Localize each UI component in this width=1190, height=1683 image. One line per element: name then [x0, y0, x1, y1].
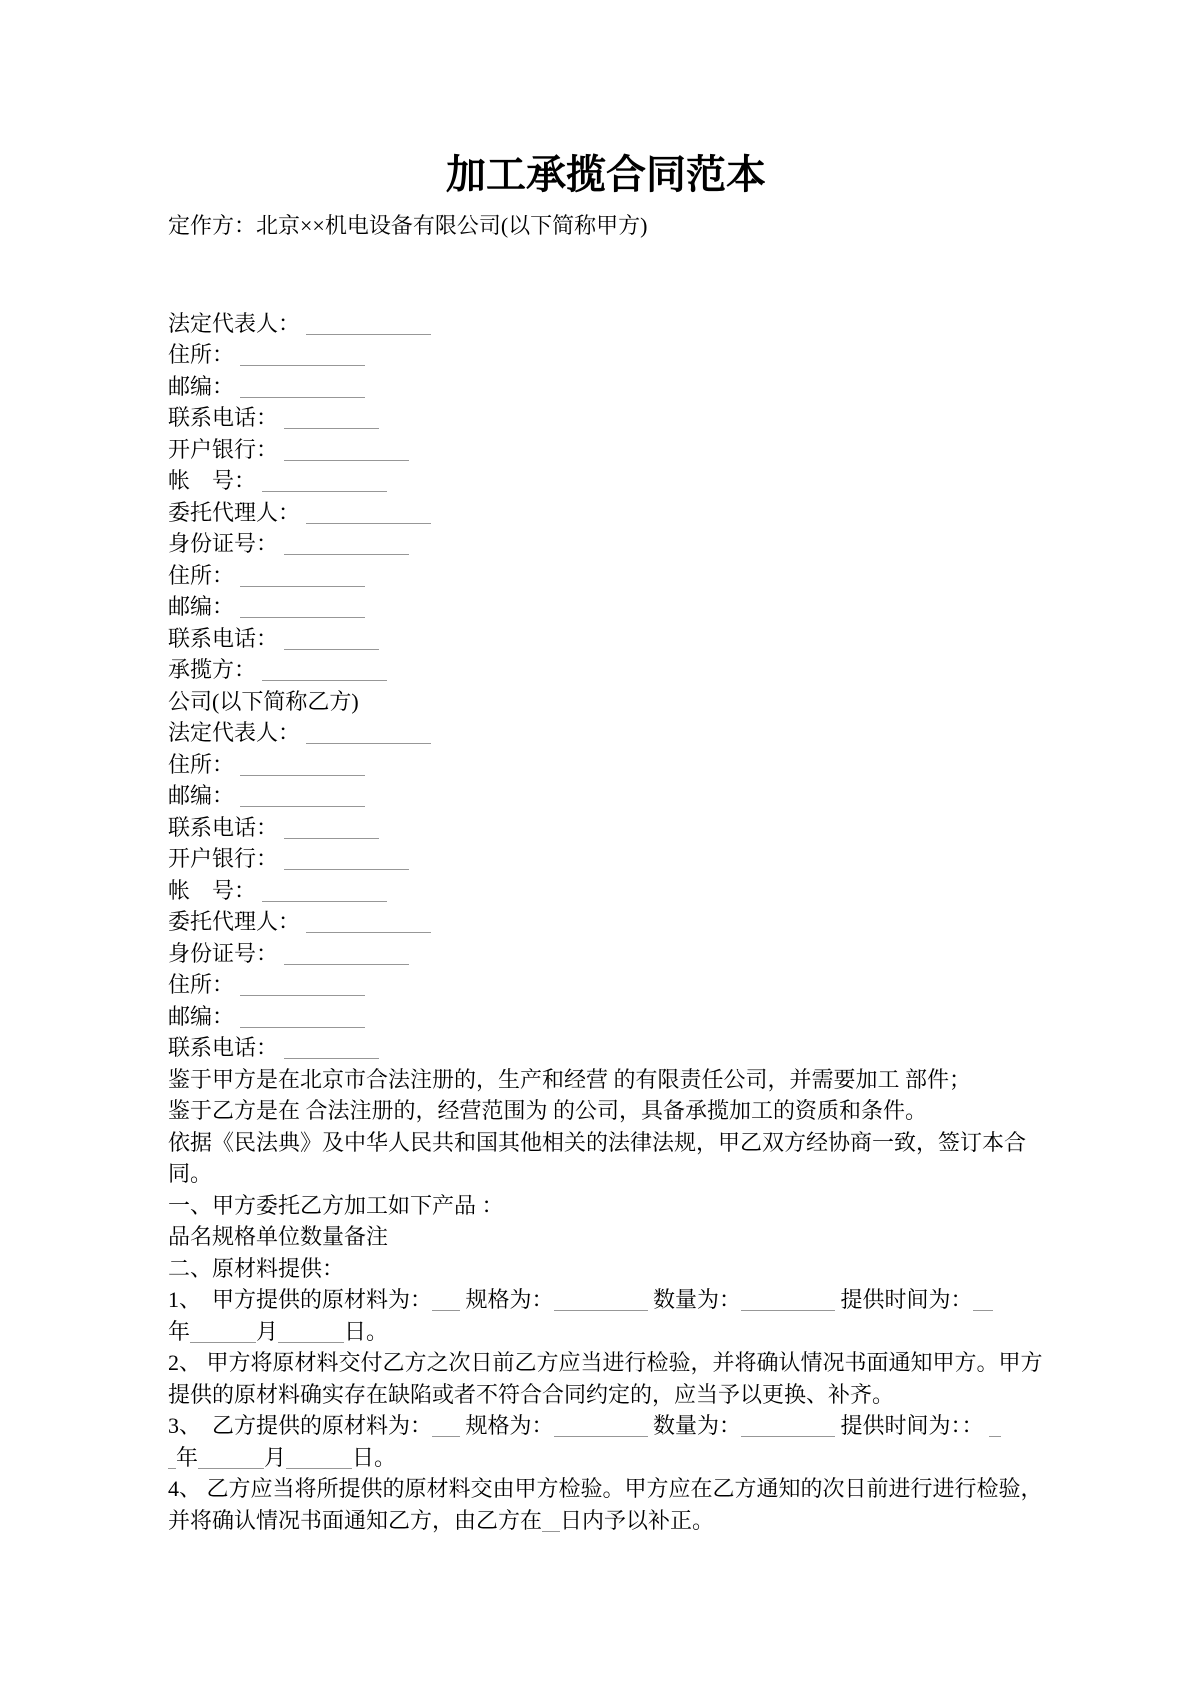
- blank-field: [262, 662, 387, 681]
- form-line: [168, 623, 1044, 655]
- clause-text: 年: [176, 1444, 199, 1470]
- blank-field: [741, 1418, 835, 1437]
- blank-field: [284, 1040, 379, 1059]
- blank-field: [554, 1418, 648, 1437]
- form-line: [168, 780, 1044, 812]
- clause-text: 日。: [352, 1444, 397, 1470]
- blank-field: [240, 568, 365, 587]
- form-line-label: 邮编：: [168, 373, 235, 399]
- clause-text: 3、 乙方提供的原材料为：: [168, 1413, 433, 1438]
- clause-paragraph: [168, 1473, 1044, 1536]
- clause-text: 日内予以补正。: [560, 1507, 715, 1533]
- form-line: [168, 591, 1044, 623]
- blank-field: [284, 442, 409, 461]
- clause-paragraph: [168, 1127, 1044, 1190]
- clause-text: 4、 乙方应当将所提供的原材料交由甲方检验。甲方应在乙方通知的次日前进行进行检验，并将确认情况书面通知乙方，由乙方在: [168, 1476, 1043, 1533]
- form-line-label: 委托代理人：: [168, 909, 301, 934]
- party-info-section: [168, 308, 1044, 1064]
- form-line-label: 委托代理人：: [168, 499, 301, 525]
- form-line-label: 邮编：: [168, 594, 235, 619]
- blank-field: [284, 820, 379, 839]
- form-line-label: 住所：: [168, 562, 235, 588]
- ordering-party-line: 定作方：北京××机电设备有限公司(以下简称甲方): [168, 213, 648, 238]
- clause-paragraph: [168, 1347, 1044, 1410]
- blank-field: [306, 316, 431, 335]
- blank-field: [306, 725, 431, 744]
- form-line: [168, 528, 1044, 560]
- blank-field: [284, 631, 379, 650]
- blank-field: [240, 347, 365, 366]
- clause-text: 规格为：: [460, 1287, 554, 1312]
- form-line-label: 住所：: [168, 342, 235, 367]
- form-line: [168, 906, 1044, 938]
- clause-text: 鉴于乙方是在 合法注册的，经营范围为 的公司，具备承揽加工的资质和条件。: [168, 1098, 928, 1123]
- blank-field: [240, 977, 365, 996]
- form-line-label: 法定代表人：: [168, 720, 301, 745]
- blank-field: [432, 1418, 460, 1437]
- form-line: [168, 497, 1044, 529]
- form-line-label: 联系电话：: [168, 814, 279, 840]
- clause-text: 数量为：: [647, 1287, 742, 1312]
- form-line-label: 联系电话：: [168, 405, 279, 430]
- form-line: [168, 717, 1044, 749]
- blank-field: [240, 757, 365, 776]
- blank-field: [262, 473, 387, 492]
- clause-text: 月: [264, 1444, 287, 1470]
- form-line-label: 法定代表人：: [168, 310, 301, 336]
- blank-field: [306, 914, 431, 933]
- form-line-label: 帐 号：: [168, 877, 257, 903]
- form-line-label: 承揽方：: [168, 657, 257, 682]
- form-line-label: 住所：: [168, 972, 235, 997]
- form-line: [168, 1001, 1044, 1033]
- clause-paragraph: [168, 1190, 1044, 1222]
- blank-field: [284, 410, 379, 429]
- form-line: [168, 969, 1044, 1001]
- form-line: [168, 371, 1044, 403]
- form-line-label: 开户银行：: [168, 846, 279, 871]
- form-line: [168, 402, 1044, 434]
- clause-paragraph: [168, 1095, 1044, 1127]
- clause-text: 提供时间为：: [835, 1287, 973, 1312]
- blank-spacer: [168, 242, 1044, 308]
- blank-field: [432, 1292, 460, 1311]
- form-line-label: 公司(以下简称乙方): [168, 688, 359, 714]
- form-line: [168, 339, 1044, 371]
- clause-paragraph: [168, 1064, 1044, 1096]
- form-line: [168, 654, 1044, 686]
- blank-field: [286, 1450, 352, 1469]
- clause-paragraph: [168, 1410, 1044, 1473]
- form-line-label: 身份证号：: [168, 531, 279, 556]
- clause-text: 二、原材料提供：: [168, 1255, 345, 1281]
- clause-text: 一、甲方委托乙方加工如下产品 ：: [168, 1192, 504, 1218]
- blank-field: [240, 379, 365, 398]
- form-line: [168, 875, 1044, 907]
- clause-text: 日。: [344, 1318, 389, 1344]
- document-title: 加工承揽合同范本: [446, 152, 766, 197]
- form-line-label: 联系电话：: [168, 625, 279, 651]
- form-line: [168, 812, 1044, 844]
- form-line-label: 帐 号：: [168, 468, 257, 493]
- blank-field: [554, 1292, 648, 1311]
- form-line-label: 邮编：: [168, 1003, 235, 1029]
- form-line: [168, 843, 1044, 875]
- clause-text: 鉴于甲方是在北京市合法注册的，生产和经营 的有限责任公司，并需要加工 部件；: [168, 1066, 972, 1092]
- form-line: [168, 465, 1044, 497]
- blank-field: [240, 599, 365, 618]
- clause-text: 提供时间为：：: [835, 1413, 990, 1438]
- form-line: [168, 1032, 1044, 1064]
- clause-text: 1、 甲方提供的原材料为：: [168, 1287, 433, 1312]
- form-line: [168, 749, 1044, 781]
- form-line-label: 联系电话：: [168, 1035, 279, 1060]
- clause-text: 数量为：: [647, 1413, 742, 1438]
- blank-field: [262, 883, 387, 902]
- clause-text: 依据《民法典》及中华人民共和国其他相关的法律法规，甲乙双方经协商一致，签订本合同。: [168, 1129, 1027, 1186]
- clause-text: 品名规格单位数量备注: [168, 1224, 389, 1249]
- blank-field: [198, 1450, 264, 1469]
- blank-field: [240, 788, 365, 807]
- form-line: [168, 434, 1044, 466]
- blank-field: [168, 1450, 176, 1469]
- form-line: [168, 938, 1044, 970]
- form-line: [168, 308, 1044, 340]
- blank-field: [542, 1513, 560, 1532]
- form-line-label: 住所：: [168, 751, 235, 777]
- blank-field: [278, 1324, 344, 1343]
- clause-paragraph: [168, 1221, 1044, 1253]
- contract-clauses-section: [168, 1064, 1044, 1537]
- clause-text: 规格为：: [460, 1413, 554, 1438]
- blank-field: [240, 1009, 365, 1028]
- blank-field: [973, 1292, 993, 1311]
- clause-text: 月: [256, 1318, 279, 1344]
- blank-field: [741, 1292, 835, 1311]
- blank-field: [190, 1324, 256, 1343]
- form-line: [168, 560, 1044, 592]
- clause-text: 年: [168, 1318, 191, 1344]
- clause-text: 2、 甲方将原材料交付乙方之次日前乙方应当进行检验，并将确认情况书面通知甲方。甲方提供的原材料确实存在缺陷或者不符合合同约定的，应当予以更换、补齐。: [168, 1350, 1043, 1407]
- form-line-label: 邮编：: [168, 783, 235, 808]
- document-content: [168, 0, 1044, 1536]
- form-line: [168, 686, 1044, 718]
- form-line-label: 开户银行：: [168, 436, 279, 462]
- blank-field: [989, 1418, 1001, 1437]
- blank-field: [284, 536, 409, 555]
- blank-field: [306, 505, 431, 524]
- blank-field: [284, 946, 409, 965]
- blank-field: [284, 851, 409, 870]
- clause-paragraph: [168, 1253, 1044, 1285]
- form-line-label: 身份证号：: [168, 940, 279, 966]
- clause-paragraph: [168, 1284, 1044, 1347]
